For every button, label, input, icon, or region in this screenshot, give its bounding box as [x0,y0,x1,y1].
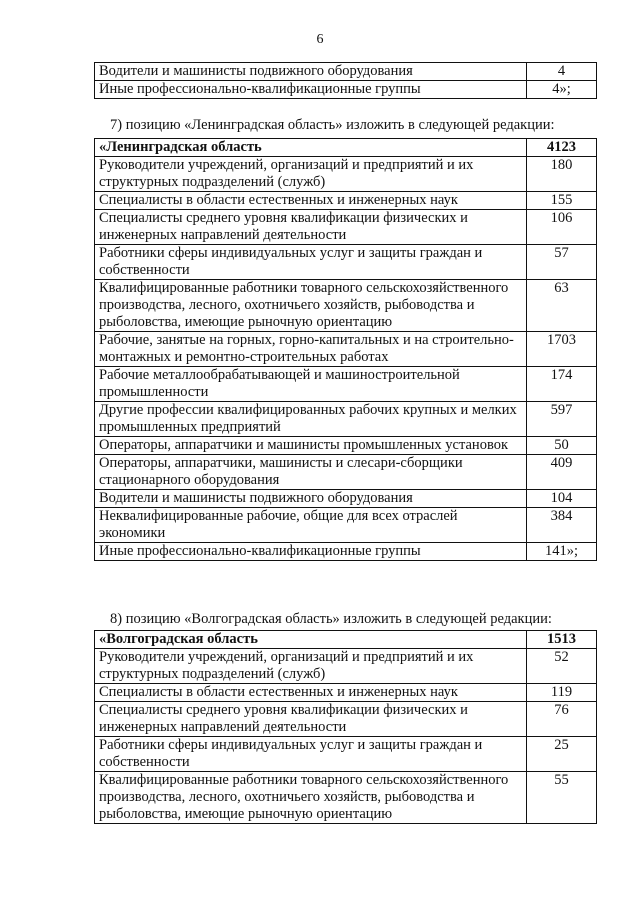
row-label: Специалисты среднего уровня квалификации физических и инженерных направлений деятельности [95,210,527,245]
table-row [95,210,597,245]
table-row [95,245,597,280]
row-label: Иные профессионально-квалификационные группы [95,81,527,99]
row-label: Работники сферы индивидуальных услуг и защиты граждан и собственности [95,245,527,280]
section8-intro: 8) позицию «Волгоградская область» изложить в следующей редакции: [110,611,552,627]
row-value: 76 [527,702,597,737]
row-value: 63 [527,280,597,332]
table-row [95,490,597,508]
table-row [95,508,597,543]
row-value: 155 [527,192,597,210]
page-number: 6 [316,32,324,47]
table-volgograd [94,630,597,824]
row-value: 174 [527,367,597,402]
row-label: Другие профессии квалифицированных рабочих крупных и мелких промышленных предприятий [95,402,527,437]
row-value: 57 [527,245,597,280]
table-row [95,437,597,455]
row-value: 384 [527,508,597,543]
table-row [95,63,597,81]
table-row [95,737,597,772]
region-total: 4123 [527,139,597,157]
row-value: 1703 [527,332,597,367]
row-label: Рабочие, занятые на горных, горно-капитальных и на строительно-монтажных и ремонтно-строительных работах [95,332,527,367]
row-value: 52 [527,649,597,684]
row-value: 597 [527,402,597,437]
row-label: Квалифицированные работники товарного сельскохозяйственного производства, лесного, охотничьего хозяйств, рыбоводства и рыболовства, имеющие рыночную ориентацию [95,280,527,332]
row-label: Водители и машинисты подвижного оборудования [95,490,527,508]
region-total: 1513 [527,631,597,649]
table-row [95,332,597,367]
row-value: 141»; [527,543,597,561]
row-label: Руководители учреждений, организаций и предприятий и их структурных подразделений (служб) [95,649,527,684]
table-row [95,772,597,824]
region-name: «Ленинградская область [95,139,527,157]
table-row [95,649,597,684]
row-value: 4 [527,63,597,81]
table-row [95,280,597,332]
table-header-row [95,631,597,649]
row-label: Квалифицированные работники товарного сельскохозяйственного производства, лесного, охотничьего хозяйств, рыбоводства и рыболовства, имеющие рыночную ориентацию [95,772,527,824]
row-label: Руководители учреждений, организаций и предприятий и их структурных подразделений (служб) [95,157,527,192]
row-value: 104 [527,490,597,508]
row-label: Работники сферы индивидуальных услуг и защиты граждан и собственности [95,737,527,772]
row-value: 50 [527,437,597,455]
row-label: Специалисты в области естественных и инженерных наук [95,192,527,210]
table-row [95,157,597,192]
row-label: Неквалифицированные рабочие, общие для всех отраслей экономики [95,508,527,543]
row-value: 180 [527,157,597,192]
row-label: Операторы, аппаратчики, машинисты и слесари-сборщики стационарного оборудования [95,455,527,490]
row-value: 55 [527,772,597,824]
row-value: 409 [527,455,597,490]
table-row [95,455,597,490]
table-leningrad [94,138,597,561]
region-name: «Волгоградская область [95,631,527,649]
section7-intro: 7) позицию «Ленинградская область» изложить в следующей редакции: [110,117,555,133]
row-value: 106 [527,210,597,245]
row-label: Водители и машинисты подвижного оборудования [95,63,527,81]
row-label: Рабочие металлообрабатывающей и машиностроительной промышленности [95,367,527,402]
row-label: Операторы, аппаратчики и машинисты промышленных установок [95,437,527,455]
row-label: Специалисты среднего уровня квалификации физических и инженерных направлений деятельности [95,702,527,737]
row-value: 119 [527,684,597,702]
table-row [95,402,597,437]
row-label: Иные профессионально-квалификационные группы [95,543,527,561]
table-header-row [95,139,597,157]
table-row [95,367,597,402]
row-label: Специалисты в области естественных и инженерных наук [95,684,527,702]
row-value: 25 [527,737,597,772]
table-row [95,81,597,99]
table-row [95,543,597,561]
table-row [95,702,597,737]
row-value: 4»; [527,81,597,99]
table-row [95,684,597,702]
table-row [95,192,597,210]
table-top-continuation [94,62,597,99]
